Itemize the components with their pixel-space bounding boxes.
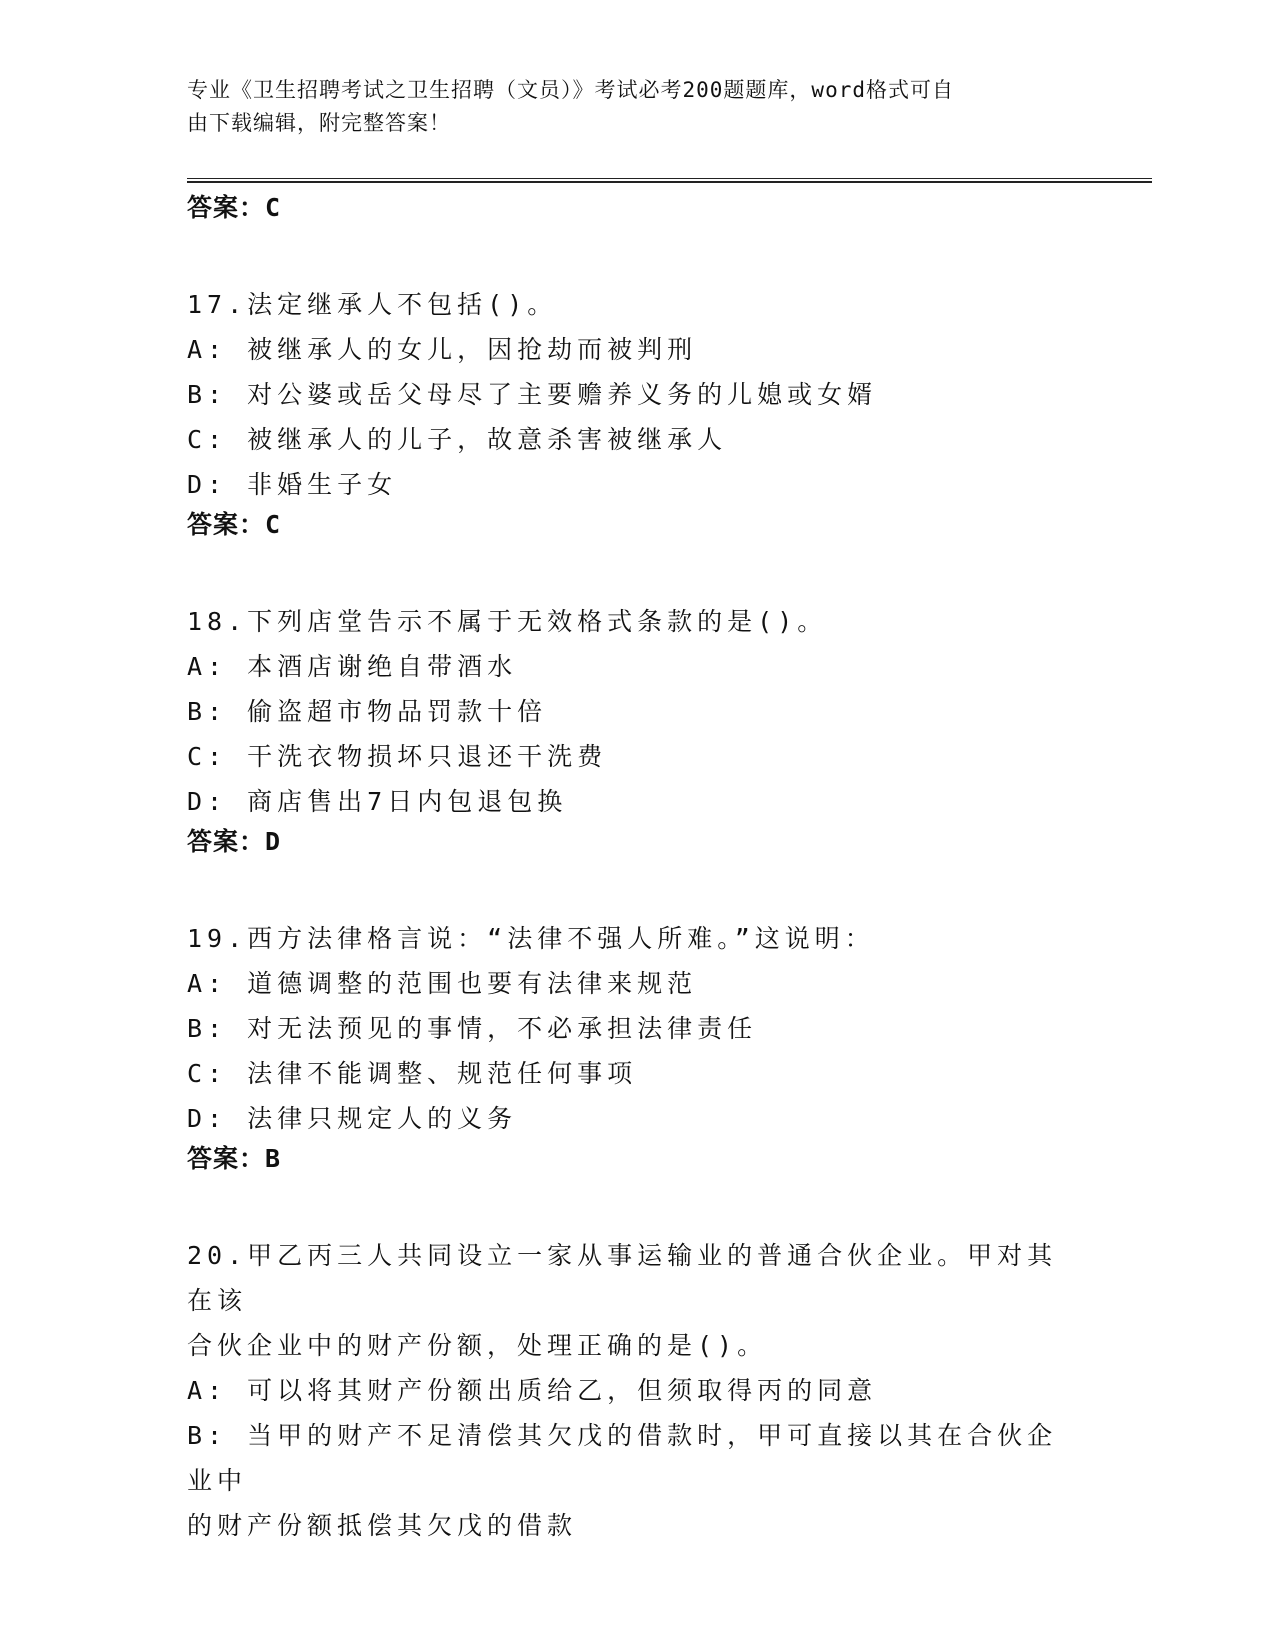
question-stem-line-1: 20.甲乙丙三人共同设立一家从事运输业的普通合伙企业。甲对其在该 (187, 1241, 1058, 1315)
option-a: A: 道德调整的范围也要有法律来规范 (187, 969, 698, 998)
option-b-line-2: 的财产份额抵偿其欠戊的借款 (187, 1511, 578, 1540)
question-stem: 17.法定继承人不包括()。 (187, 290, 558, 319)
answer-line: 答案：C (187, 510, 282, 539)
document-header (187, 74, 1067, 140)
question-20 (187, 1233, 1087, 1548)
spacer (187, 226, 1087, 282)
option-c: C: 被继承人的儿子，故意杀害被继承人 (187, 425, 728, 454)
question-stem: 18.下列店堂告示不属于无效格式条款的是()。 (187, 607, 828, 636)
option-b: B: 偷盗超市物品罚款十倍 (187, 697, 548, 726)
option-d: D: 法律只规定人的义务 (187, 1104, 518, 1133)
option-a: A: 被继承人的女儿，因抢劫而被判刑 (187, 335, 698, 364)
spacer (187, 860, 1087, 916)
header-line-1: 专业《卫生招聘考试之卫生招聘（文员）》考试必考200题题库，word格式可自 (187, 78, 954, 102)
option-c: C: 干洗衣物损坏只退还干洗费 (187, 742, 608, 771)
spacer (187, 543, 1087, 599)
question-17 (187, 282, 1087, 543)
answer-line: 答案：C (187, 193, 282, 222)
option-a: A: 可以将其财产份额出质给乙，但须取得丙的同意 (187, 1376, 878, 1405)
spacer (187, 1177, 1087, 1233)
option-c: C: 法律不能调整、规范任何事项 (187, 1059, 638, 1088)
answer-line: 答案：B (187, 1144, 282, 1173)
option-a: A: 本酒店谢绝自带酒水 (187, 652, 518, 681)
option-b: B: 对无法预见的事情，不必承担法律责任 (187, 1014, 758, 1043)
option-d: D: 非婚生子女 (187, 470, 398, 499)
question-stem-line-2: 合伙企业中的财产份额，处理正确的是()。 (187, 1331, 768, 1360)
option-b-line-1: B: 当甲的财产不足清偿其欠戊的借款时，甲可直接以其在合伙企业中 (187, 1421, 1058, 1495)
option-b: B: 对公婆或岳父母尽了主要赡养义务的儿媳或女婿 (187, 380, 878, 409)
header-line-2: 由下载编辑，附完整答案！ (187, 111, 451, 135)
option-d: D: 商店售出7日内包退包换 (187, 787, 568, 816)
question-stem: 19.西方法律格言说：“法律不强人所难。”这说明： (187, 924, 875, 953)
answer-line: 答案：D (187, 827, 282, 856)
question-18 (187, 599, 1087, 860)
question-list (187, 190, 1087, 1548)
header-divider (187, 178, 1152, 183)
question-19 (187, 916, 1087, 1177)
